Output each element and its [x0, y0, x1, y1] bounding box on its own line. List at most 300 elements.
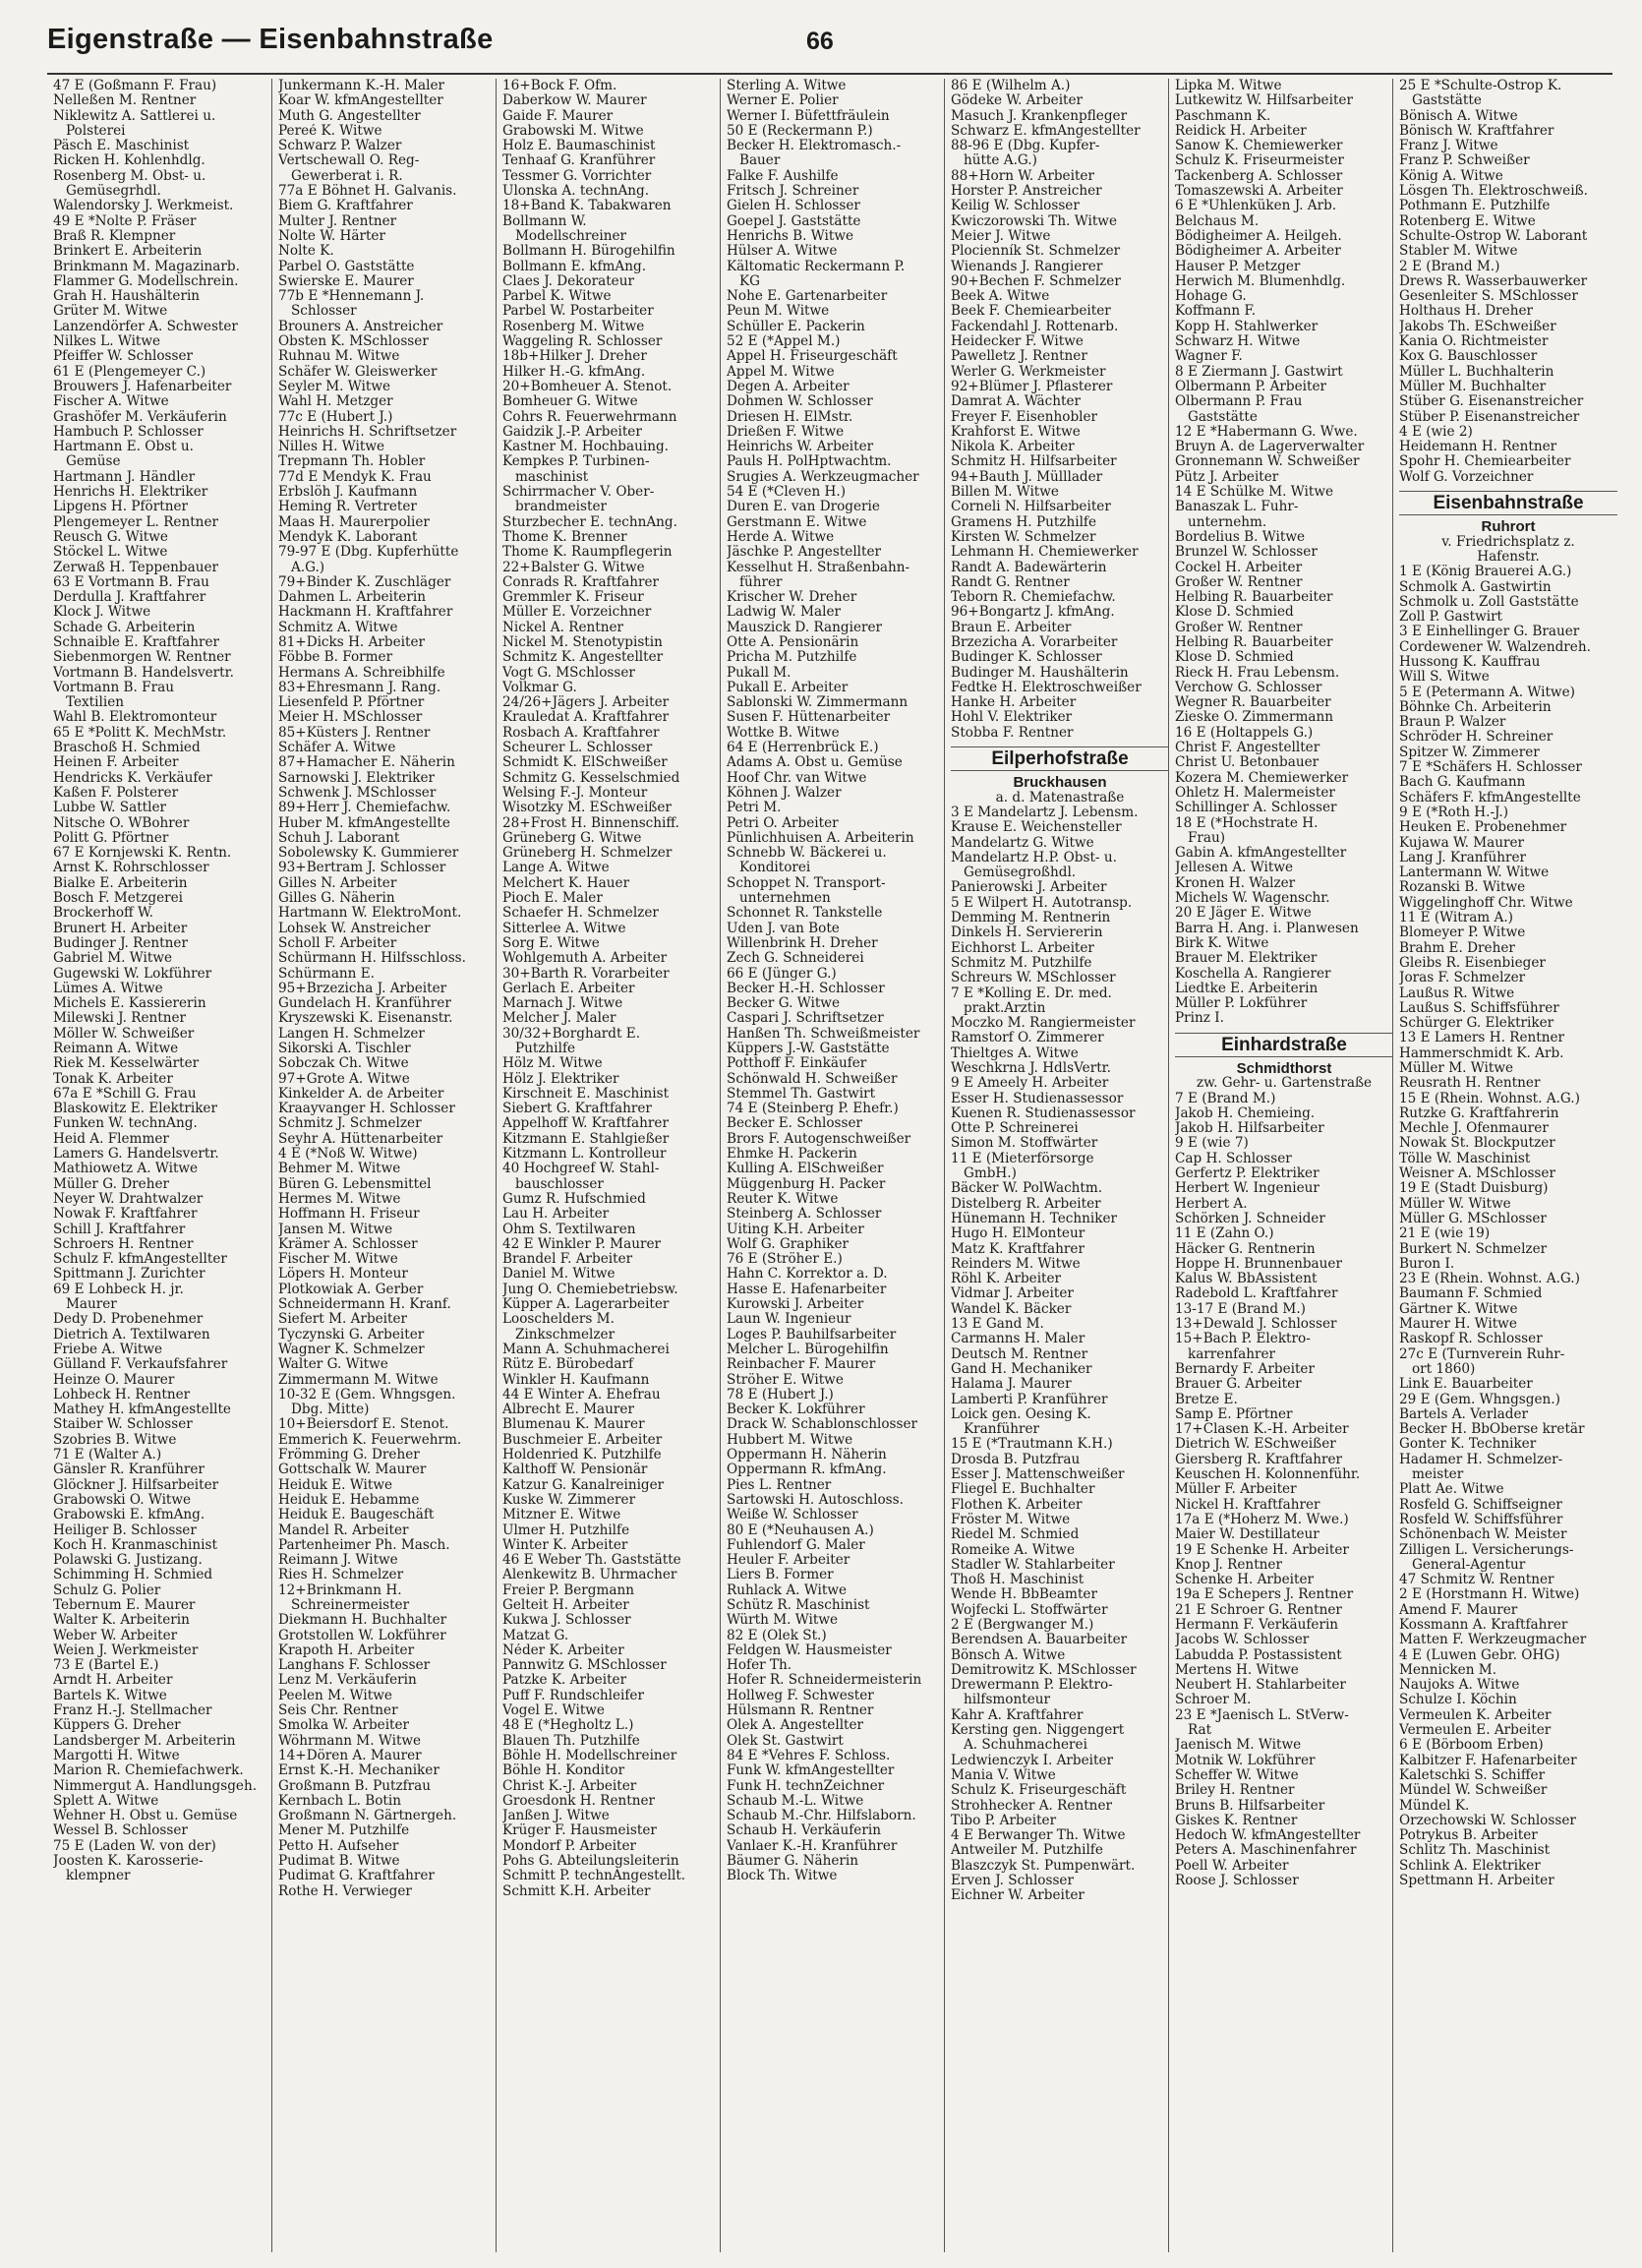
directory-entry: Gelteit H. Arbeiter [502, 1597, 629, 1613]
directory-entry: 64 E (Herrenbrück E.) [727, 741, 879, 756]
directory-entry: Langen H. Schmelzer [278, 1026, 425, 1042]
directory-entry: 15+Bach P. Elektro- [1175, 1332, 1311, 1347]
directory-entry: Braun P. Walzer [1399, 715, 1506, 731]
directory-entry: Landsberger M. Arbeiterin [53, 1733, 236, 1749]
directory-entry: Mandelartz G. Witwe [951, 835, 1094, 851]
directory-entry: 69 E Lohbeck H. jr. [53, 1282, 184, 1297]
directory-entry: Küpper A. Lagerarbeiter [502, 1297, 670, 1313]
directory-entry: Schulz G. Polier [53, 1582, 161, 1598]
directory-entry: Hugo H. ElMonteur [951, 1226, 1085, 1242]
directory-entry: Bollmann E. kfmAng. [502, 259, 647, 274]
directory-entry: Behmer M. Witwe [278, 1162, 401, 1177]
directory-entry: Maurer H. Witwe [1399, 1317, 1517, 1333]
directory-entry: Jansen M. Witwe [278, 1222, 393, 1237]
directory-entry: 54 E (*Cleven H.) [727, 485, 847, 501]
directory-entry: maschinist [502, 469, 589, 485]
directory-entry: Schill J. Kraftfahrer [53, 1222, 186, 1237]
directory-entry: Krapoth H. Arbeiter [278, 1642, 415, 1658]
directory-entry: Pukall E. Arbeiter [727, 680, 849, 695]
directory-entry: 7 E (Brand M.) [1175, 1091, 1276, 1106]
directory-entry: Gronnemann W. Schweißer [1175, 454, 1360, 470]
directory-entry: Gugewski W. Lokführer [53, 966, 212, 982]
directory-entry: Hartmann W. ElektroMont. [278, 906, 462, 922]
directory-entry: Grabowski M. Witwe [502, 123, 644, 139]
directory-entry: karrenfahrer [1175, 1346, 1276, 1362]
directory-entry: Bach G. Kaufmann [1399, 775, 1526, 791]
directory-entry: 3 E Einhellinger G. Brauer [1399, 625, 1580, 640]
directory-entry: 6 E *Uhlenküken J. Arb. [1175, 199, 1337, 214]
directory-entry: 46 E Weber Th. Gaststätte [502, 1553, 681, 1569]
directory-entry: Blauen Th. Putzhilfe [502, 1733, 640, 1749]
directory-entry: Sobolewsky K. Gummierer [278, 846, 459, 862]
directory-column-2 [271, 79, 497, 2252]
directory-entry: Uiting K.H. Arbeiter [727, 1222, 864, 1237]
directory-entry: 95+Brzezicha J. Arbeiter [278, 981, 447, 996]
directory-entry: 28+Frost H. Binnenschiff. [502, 815, 679, 831]
directory-entry: Seyhr A. Hüttenarbeiter [278, 1131, 443, 1147]
directory-entry: 12+Brinkmann H. [278, 1582, 402, 1598]
directory-entry: Hermes M. Witwe [278, 1191, 401, 1207]
directory-entry: Olbermann P. Frau [1175, 394, 1303, 410]
directory-entry: Erbslöh J. Kaufmann [278, 485, 418, 501]
directory-entry: 30+Barth R. Vorarbeiter [502, 966, 670, 982]
directory-entry: Vanlaer K.-H. Kranführer [727, 1838, 898, 1854]
directory-entry: Schonnet R. Tankstelle [727, 906, 883, 922]
directory-entry: Werner E. Polier [727, 93, 839, 109]
directory-entry: Néder K. Arbeiter [502, 1642, 624, 1658]
directory-entry: Niklewitz A. Sattlerei u. [53, 108, 216, 124]
directory-entry: Belchaus M. [1175, 213, 1260, 229]
directory-entry: Herde A. Witwe [727, 529, 835, 545]
directory-entry: Meier J. Witwe [951, 228, 1051, 244]
directory-entry: Winter K. Arbeiter [502, 1537, 628, 1553]
directory-entry: unternehmen [727, 891, 831, 907]
directory-entry: Tebernum E. Maurer [53, 1597, 196, 1613]
directory-entry: hilfsmonteur [951, 1693, 1051, 1708]
directory-entry: hütte A.G.) [951, 153, 1037, 169]
directory-entry: 10-32 E (Gem. Whngsgen. [278, 1387, 456, 1403]
directory-entry: Thome K. Brenner [502, 529, 627, 545]
directory-entry: Freier P. Bergmann [502, 1582, 634, 1598]
directory-entry: bauschlosser [502, 1176, 604, 1192]
directory-column-1 [47, 79, 271, 2252]
directory-entry: Funken W. technAng. [53, 1116, 198, 1132]
directory-entry: Hofer Th. [727, 1658, 792, 1674]
directory-entry: Sobczak Ch. Witwe [278, 1056, 409, 1072]
directory-entry: Bruyn A. de Lagerverwalter [1175, 440, 1365, 455]
directory-entry: Kujawa W. Maurer [1399, 835, 1525, 851]
directory-entry: Sturzbecher E. technAng. [502, 514, 677, 530]
directory-entry: Braun E. Arbeiter [951, 620, 1072, 635]
directory-entry: Koch H. Kranmaschinist [53, 1537, 217, 1553]
directory-entry: Schönenbach W. Meister [1399, 1527, 1567, 1543]
directory-entry: Küppers J.-W. Gaststätte [727, 1042, 890, 1056]
directory-entry: Brzezicha A. Vorarbeiter [951, 634, 1118, 650]
directory-entry: Hünemann H. Techniker [951, 1211, 1118, 1226]
directory-entry: Uden J. van Bote [727, 921, 840, 936]
directory-entry: 40 Hochgreef W. Stahl- [502, 1162, 660, 1177]
directory-entry: Vogel E. Witwe [502, 1703, 605, 1719]
directory-entry: Simon M. Stoffwärter [951, 1136, 1098, 1152]
directory-entry: Bäcker W. PolWachtm. [951, 1181, 1103, 1197]
directory-entry: Klose D. Schmied [1175, 650, 1294, 666]
directory-entry: Mündel W. Schweißer [1399, 1783, 1548, 1799]
directory-entry: 78 E (Hubert J.) [727, 1387, 834, 1403]
directory-entry: Mania V. Witwe [951, 1767, 1056, 1783]
directory-entry: Platt Ae. Witwe [1399, 1482, 1504, 1498]
directory-entry: Wessel B. Schlosser [53, 1823, 188, 1839]
directory-entry: 73 E (Bartel E.) [53, 1658, 159, 1674]
directory-entry: Schulz K. Friseurmeister [1175, 153, 1344, 169]
directory-entry: Trepmann Th. Hobler [278, 454, 426, 470]
directory-entry: Pünlichhuisen A. Arbeiterin [727, 830, 914, 846]
directory-entry: Erven J. Schlosser [951, 1874, 1074, 1889]
directory-entry: 27c E (Turnverein Ruhr- [1399, 1346, 1565, 1362]
directory-entry: 67 E Kornjewski K. Rentn. [53, 846, 232, 862]
directory-entry: Gottschalk W. Maurer [278, 1462, 427, 1478]
directory-entry: Beek A. Witwe [951, 289, 1050, 305]
directory-entry: Ledwienczyk I. Arbeiter [951, 1753, 1113, 1768]
directory-entry: Sterling A. Witwe [727, 79, 847, 93]
directory-entry: Antweiler M. Putzhilfe [951, 1843, 1103, 1859]
directory-entry: Gemüsegroßhdl. [951, 865, 1077, 881]
directory-entry: Kryszewski K. Eisenanstr. [278, 1011, 453, 1027]
directory-entry: 81+Dicks H. Arbeiter [278, 634, 425, 650]
directory-entry: Gülland F. Verkaufsfahrer [53, 1357, 228, 1373]
directory-entry: 93+Bertram J. Schlosser [278, 861, 446, 876]
directory-entry: 19 E Schenke H. Arbeiter [1175, 1542, 1349, 1558]
directory-entry: Kaletschki S. Schiffer [1399, 1767, 1546, 1783]
directory-entry: Röhl K. Arbeiter [951, 1272, 1062, 1287]
directory-entry: Patzke K. Arbeiter [502, 1673, 627, 1689]
directory-entry: Joosten K. Karosserie- [53, 1854, 204, 1870]
directory-entry: Spitzer W. Zimmerer [1399, 745, 1540, 760]
directory-entry: Nolte W. Härter [278, 228, 385, 244]
directory-entry: Weien J. Werkmeister [53, 1642, 199, 1658]
directory-entry: Großer W. Rentner [1175, 574, 1303, 590]
directory-entry: Kraayvanger H. Schlosser [278, 1102, 455, 1117]
directory-entry: Groesdonk H. Rentner [502, 1793, 656, 1809]
directory-entry: Vidmar J. Arbeiter [951, 1286, 1074, 1302]
directory-entry: Stüber G. Eisenanstreicher [1399, 394, 1584, 410]
directory-entry: Falke F. Aushilfe [727, 168, 839, 184]
directory-entry: Klock J. Witwe [53, 605, 151, 621]
directory-entry: Schlink A. Elektriker [1399, 1858, 1541, 1874]
directory-entry: Matten F. Werkzeugmacher [1399, 1633, 1587, 1648]
directory-entry: Swierske E. Maurer [278, 273, 414, 289]
directory-entry: Katzur G. Kanalreiniger [502, 1477, 665, 1493]
directory-entry: Brouners A. Anstreicher [278, 319, 443, 334]
directory-entry: 15 E (Rhein. Wohnst. A.G.) [1399, 1091, 1580, 1106]
directory-entry: führer [727, 574, 783, 590]
directory-entry: Partenheimer Ph. Masch. [278, 1537, 450, 1553]
directory-entry: Neyer W. Drahtwalzer [53, 1191, 204, 1207]
directory-entry: Lösgen Th. Elektroschweiß. [1399, 184, 1588, 200]
directory-entry: Arnst K. Rohrschlosser [53, 861, 209, 876]
directory-entry: Vogt G. MSchlosser [502, 665, 635, 681]
directory-entry: Funk W. kfmAngestellter [727, 1763, 895, 1779]
directory-entry: Bollmann W. [502, 213, 587, 229]
directory-entry: Fröster M. Witwe [951, 1512, 1071, 1527]
directory-entry: Krahforst E. Witwe [951, 424, 1081, 440]
directory-entry: 13+Dewald J. Schlosser [1175, 1317, 1337, 1333]
directory-entry: Daniel M. Witwe [502, 1267, 616, 1283]
directory-entry: Wottke B. Witwe [727, 725, 840, 741]
directory-entry: 84 E *Vehres F. Schloss. [727, 1748, 891, 1763]
directory-entry: Hölz M. Witwe [502, 1056, 603, 1072]
directory-entry: 77c E (Hubert J.) [278, 409, 393, 425]
directory-entry: Conrads R. Kraftfahrer [502, 574, 660, 590]
directory-entry: Reuter K. Witwe [727, 1191, 839, 1207]
directory-entry: Kulling A. ElSchweißer [727, 1162, 884, 1177]
directory-entry: Pies L. Rentner [727, 1477, 832, 1493]
directory-entry: Ehmke H. Packerin [727, 1147, 857, 1163]
directory-entry: Wöhrmann M. Witwe [278, 1733, 422, 1749]
directory-entry: 24/26+Jägers J. Arbeiter [502, 695, 670, 711]
directory-entry: Stemmel Th. Gastwirt [727, 1086, 876, 1102]
directory-entry: Koar W. kfmAngestellter [278, 93, 443, 109]
directory-entry: Schlitz Th. Maschinist [1399, 1843, 1551, 1859]
directory-entry: Ströher E. Witwe [727, 1372, 844, 1388]
directory-entry: Schmitt P. technAngestellt. [502, 1869, 686, 1884]
directory-entry: 14 E Schülke M. Witwe [1175, 485, 1334, 501]
directory-entry: Teborn R. Chemiefachw. [951, 590, 1116, 606]
directory-entry: Bollmann H. Bürogehilfin [502, 244, 675, 260]
directory-entry: Kahr A. Kraftfahrer [951, 1707, 1084, 1723]
directory-entry: Maurer [53, 1297, 117, 1313]
directory-entry: Riek M. Kesselwärter [53, 1056, 200, 1072]
directory-entry: KG [727, 273, 760, 289]
directory-entry: Link E. Bauarbeiter [1399, 1377, 1533, 1393]
directory-entry: Schnaible E. Kraftfahrer [53, 634, 220, 650]
directory-entry: 77b E *Hennemann J. [278, 289, 425, 305]
directory-entry: Pohs G. Abteilungsleiterin [502, 1854, 679, 1870]
street-section-note: v. Friedrichsplatz z. [1441, 533, 1575, 550]
directory-entry: Orzechowski W. Schlosser [1399, 1813, 1576, 1828]
directory-entry: Jellesen A. Witwe [1175, 861, 1294, 876]
directory-entry: Bordelius B. Witwe [1175, 529, 1306, 545]
directory-entry: Hubbert M. Witwe [727, 1432, 853, 1448]
directory-entry: Drack W. Schablonschlosser [727, 1417, 918, 1433]
street-section-note: zw. Gehr- u. Gartenstraße [1196, 1075, 1373, 1092]
directory-entry: Janßen J. Witwe [502, 1809, 610, 1824]
directory-entry: Sablonski W. Zimmermann [727, 695, 909, 711]
directory-entry: Volkmar G. [502, 680, 577, 695]
directory-entry: Junkermann K.-H. Maler [278, 79, 445, 93]
directory-entry: Drewermann P. Elektro- [951, 1678, 1113, 1694]
directory-entry: Becker K. Lokführer [727, 1403, 865, 1418]
directory-entry: Gödeke W. Arbeiter [951, 93, 1084, 109]
directory-entry: 18b+Hilker J. Dreher [502, 349, 647, 365]
directory-entry: brandmeister [502, 500, 607, 515]
directory-entry: 96+Bongartz J. kfmAng. [951, 605, 1115, 621]
directory-entry: Melcher L. Bürogehilfin [727, 1342, 889, 1357]
directory-entry: Kersting gen. Niggengert [951, 1723, 1125, 1739]
directory-entry: Billen M. Witwe [951, 485, 1059, 501]
directory-entry: Laun W. Ingenieur [727, 1312, 851, 1328]
directory-entry: Hölz J. Elektriker [502, 1071, 619, 1087]
directory-entry: Schmitz G. Kesselschmied [502, 770, 680, 786]
directory-entry: Mondorf P. Arbeiter [502, 1838, 637, 1854]
directory-entry: Giersberg R. Kraftfahrer [1175, 1452, 1343, 1467]
directory-entry: Multer J. Rentner [278, 213, 397, 229]
directory-entry: Textilien [53, 695, 124, 711]
directory-entry: Weber W. Arbeiter [53, 1628, 178, 1643]
directory-entry: 48 E (*Hegholtz L.) [502, 1718, 634, 1734]
directory-entry: Modellschreiner [502, 228, 627, 244]
directory-entry: Nimmergut A. Handlungsgeh. [53, 1778, 258, 1794]
directory-entry: 4 E (wie 2) [1399, 424, 1473, 440]
directory-entry: Tackenberg A. Schlosser [1175, 168, 1343, 184]
directory-entry: Brahm E. Dreher [1399, 940, 1515, 956]
directory-entry: Zech G. Schneiderei [727, 951, 864, 967]
directory-entry: Gilles N. Arbeiter [278, 875, 397, 891]
directory-entry: Lantermann W. Witwe [1399, 865, 1550, 881]
directory-entry: Burkert N. Schmelzer [1399, 1241, 1548, 1257]
directory-entry: Fackendahl J. Rottenarb. [951, 319, 1119, 334]
directory-entry: Laußus S. Schiffsführer [1399, 1000, 1559, 1016]
directory-entry: Schuh J. Laborant [278, 830, 400, 846]
directory-entry: A. Schuhmacherei [951, 1738, 1087, 1754]
directory-entry: Zimmermann M. Witwe [278, 1372, 439, 1388]
directory-entry: Blaszczyk St. Pumpenwärt. [951, 1858, 1136, 1874]
directory-entry: Willenbrink H. Dreher [727, 935, 878, 951]
directory-entry: Schulte-Ostrop W. Laborant [1399, 228, 1588, 244]
directory-entry: Briley H. Rentner [1175, 1783, 1295, 1799]
directory-entry: Appel H. Friseurgeschäft [727, 349, 898, 365]
directory-entry: Gaststätte [1175, 409, 1258, 425]
directory-entry: 61 E (Plengemeyer C.) [53, 364, 206, 380]
directory-entry: Gramens H. Putzhilfe [951, 514, 1096, 530]
directory-entry: Dietrich W. ESchweißer [1175, 1437, 1336, 1453]
directory-entry: Zerwaß H. Teppenbauer [53, 560, 218, 575]
directory-entry: Pukall M. [727, 665, 792, 681]
directory-entry: Demitrowitz K. MSchlosser [951, 1662, 1137, 1678]
directory-entry: Pricha M. Putzhilfe [727, 650, 857, 666]
directory-entry: Obsten K. MSchlosser [278, 334, 429, 350]
directory-entry: Hanke H. Arbeiter [951, 695, 1077, 711]
directory-entry: Poell W. Arbeiter [1175, 1858, 1289, 1874]
directory-entry: Müller M. Witwe [1399, 1061, 1514, 1076]
directory-entry: Müller L. Buchhalterin [1399, 364, 1554, 380]
directory-entry: ort 1860) [1399, 1361, 1476, 1377]
directory-entry: Hedoch W. kfmAngestellter [1175, 1828, 1361, 1844]
directory-entry: Wehner H. Obst u. Gemüse [53, 1809, 238, 1824]
directory-entry: Driesen H. ElMstr. [727, 409, 853, 425]
directory-entry: Nikola K. Arbeiter [951, 440, 1075, 455]
directory-entry: Masuch J. Krankenpfleger [951, 108, 1128, 124]
directory-entry: Rothe H. Verwieger [278, 1883, 412, 1899]
directory-entry: Thoß H. Maschinist [951, 1573, 1085, 1588]
directory-entry: Kalthoff W. Pensionär [502, 1462, 648, 1478]
directory-entry: Hartmann E. Obst u. [53, 440, 194, 455]
directory-entry: 13-17 E (Brand M.) [1175, 1301, 1306, 1317]
directory-entry: Wojfecki L. Stoffwärter [951, 1602, 1108, 1618]
directory-entry: Reimann J. Witwe [278, 1553, 398, 1569]
directory-entry: Halama J. Maurer [951, 1377, 1072, 1393]
directory-entry: Randt G. Rentner [951, 574, 1070, 590]
directory-entry: Schoppet N. Transport- [727, 875, 886, 891]
directory-entry: Mann A. Schuhmacherei [502, 1342, 670, 1357]
directory-entry: Müller G. MSchlosser [1399, 1211, 1547, 1226]
directory-entry: Radebold L. Kraftfahrer [1175, 1286, 1338, 1302]
directory-entry: Bialke E. Arbeiterin [53, 875, 188, 891]
directory-entry: Lipka M. Witwe [1175, 79, 1282, 93]
directory-entry: Schade G. Arbeiterin [53, 620, 196, 635]
directory-entry: Löpers H. Monteur [278, 1267, 408, 1283]
directory-entry: 8 E Ziermann J. Gastwirt [1175, 364, 1343, 380]
directory-entry: Plocienník St. Schmelzer [951, 244, 1121, 260]
directory-entry: 11 E (Zahn O.) [1175, 1226, 1274, 1242]
directory-entry: Melchert K. Hauer [502, 875, 630, 891]
directory-entry: Prinz I. [1175, 1011, 1224, 1027]
directory-entry: Hendricks K. Verkäufer [53, 770, 212, 786]
directory-entry: Stüber P. Eisenanstreicher [1399, 409, 1580, 425]
directory-entry: 82 E (Olek St.) [727, 1628, 827, 1643]
directory-entry: Reinbacher F. Maurer [727, 1357, 876, 1373]
directory-entry: Zinkschmelzer [502, 1327, 616, 1343]
directory-entry: Häcker G. Rentnerin [1175, 1241, 1316, 1257]
directory-entry: Loges P. Bauhilfsarbeiter [727, 1327, 897, 1343]
directory-entry: Plengemeyer L. Rentner [53, 514, 218, 530]
directory-entry: Margotti H. Witwe [53, 1748, 180, 1763]
directory-entry: Lang J. Kranführer [1399, 850, 1527, 865]
directory-entry: Bäumer G. Näherin [727, 1854, 859, 1870]
directory-entry: Degen A. Arbeiter [727, 379, 850, 394]
directory-entry: Spettmann H. Arbeiter [1399, 1874, 1554, 1889]
directory-entry: Schwenk J. MSchlosser [278, 785, 437, 801]
directory-entry: Lenz M. Verkäuferin [278, 1673, 417, 1689]
directory-entry: Rosenberg M. Obst- u. [53, 168, 206, 184]
directory-entry: Baumann F. Schmied [1399, 1286, 1543, 1302]
directory-entry: Meier H. MSchlosser [278, 710, 423, 726]
directory-entry: Brunert H. Arbeiter [53, 921, 188, 936]
directory-entry: Müller G. Dreher [53, 1176, 169, 1192]
directory-entry: Hoffmann H. Friseur [278, 1207, 420, 1223]
directory-entry: Becker H. Elektromasch.- [727, 139, 902, 154]
directory-entry: GmbH.) [951, 1166, 1017, 1182]
directory-entry: Sartowski H. Autoschloss. [727, 1492, 904, 1508]
directory-entry: 44 E Winter A. Ehefrau [502, 1387, 661, 1403]
directory-entry: Jaenisch M. Witwe [1175, 1738, 1302, 1754]
directory-entry: Kältomatic Reckermann P. [727, 259, 906, 274]
directory-entry: Kwiczorowski Th. Witwe [951, 213, 1117, 229]
directory-entry: Schnebb W. Bäckerei u. [727, 846, 887, 862]
directory-entry: 3 E Mandelartz J. Lebensm. [951, 805, 1139, 820]
directory-entry: Hermann F. Verkäuferin [1175, 1617, 1339, 1633]
directory-entry: Schürmann H. Hilfsschloss. [278, 951, 466, 967]
directory-entry: Dietrich A. Textilwaren [53, 1327, 210, 1343]
directory-entry: Heid A. Flemmer [53, 1131, 169, 1147]
directory-entry: 20+Bomheuer A. Stenot. [502, 379, 673, 394]
directory-entry: Würth M. Witwe [727, 1613, 838, 1629]
directory-entry: 86 E (Wilhelm A.) [951, 79, 1071, 93]
directory-entry: Reimann A. Witwe [53, 1042, 179, 1056]
directory-columns [47, 79, 1616, 2252]
directory-entry: Heiduk E. Baugeschäft [278, 1508, 435, 1523]
directory-entry: Buron I. [1399, 1256, 1455, 1272]
directory-entry: Bretze E. [1175, 1392, 1238, 1407]
directory-entry: Kox G. Bauschlosser [1399, 349, 1538, 365]
directory-entry: Christ F. Angestellter [1175, 741, 1320, 756]
directory-entry: Goepel J. Gaststätte [727, 213, 861, 229]
directory-entry: Nilkes L. Witwe [53, 334, 161, 350]
directory-entry: 77a E Böhnet H. Galvanis. [278, 184, 457, 200]
directory-entry: 14+Dören A. Maurer [278, 1748, 422, 1763]
directory-entry: Reidick H. Arbeiter [1175, 123, 1307, 139]
directory-entry: Franz J. Witwe [1399, 139, 1498, 154]
directory-entry: Tyczynski G. Arbeiter [278, 1327, 425, 1343]
